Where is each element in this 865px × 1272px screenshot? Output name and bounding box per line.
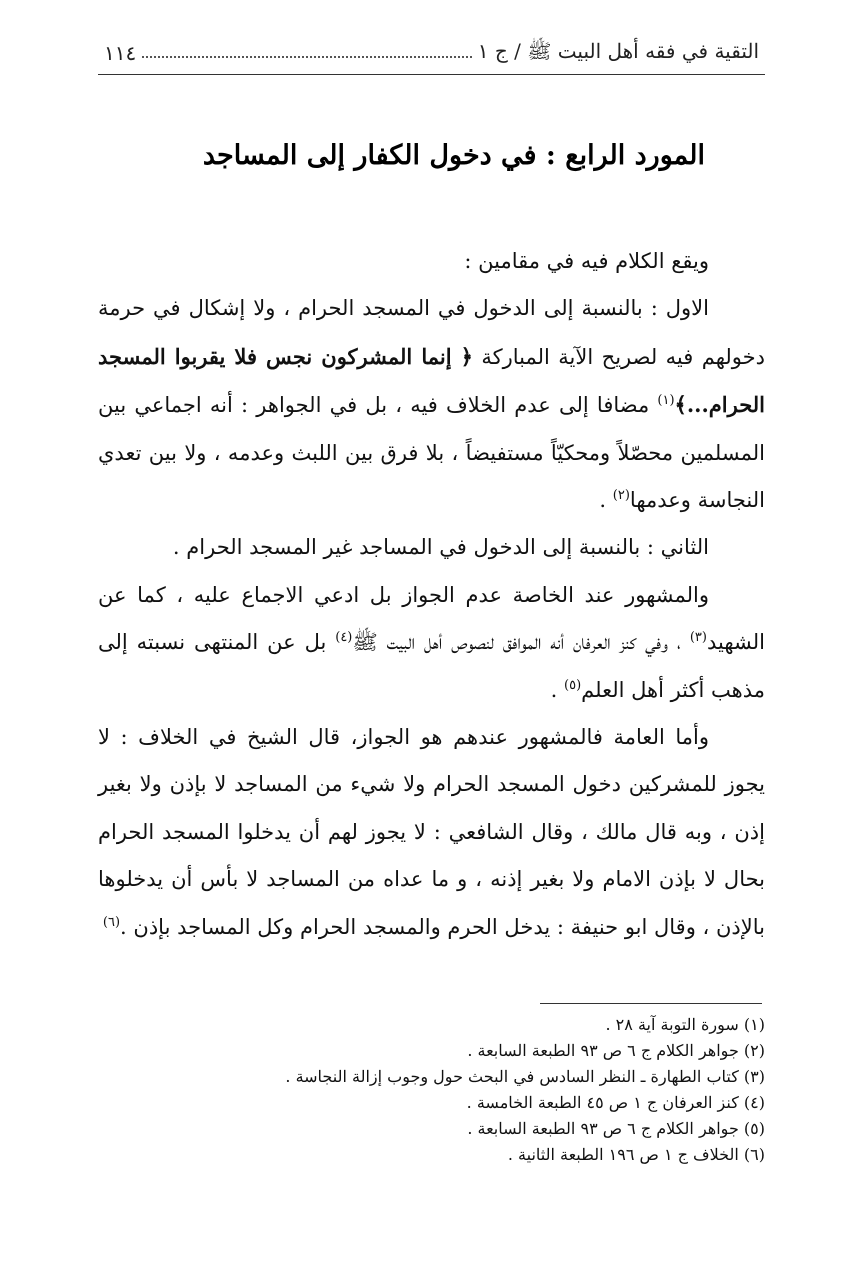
paragraph-second-place: الثاني : بالنسبة إلى الدخول في المساجد غير المسجد الحرام . <box>172 535 709 560</box>
book-title: التقية في فقه أهل البيت ﷺ / ج ١ <box>477 38 759 63</box>
body-text <box>98 238 765 951</box>
footnote-ref-2: (٢) <box>612 488 630 504</box>
quran-verse: ﴿ إنما المشركون نجس فلا يقربوا المسجد الحرام...﴾ <box>98 343 765 418</box>
footnote-item: (٣) كتاب الطهارة ـ النظر السادس في البحث حول وجوب إزالة النجاسة . <box>285 1067 765 1086</box>
section-title: المورد الرابع : في دخول الكفار إلى المساجد <box>202 140 705 171</box>
paragraph-text: والمشهور عند الخاصة عدم الجواز بل ادعي الاجماع عليه ، كما عن الشهيد <box>98 582 765 655</box>
footnote-separator <box>540 1003 762 1004</box>
running-header <box>98 36 763 70</box>
intro-paragraph: ويقع الكلام فيه في مقامين : <box>464 249 709 273</box>
paragraph-end: . <box>550 677 564 702</box>
footnote-item: (٤) كنز العرفان ج ١ ص ٤٥ الطبعة الخامسة . <box>466 1093 765 1112</box>
paragraph-text: ، وفي كنز العرفان أنه الموافق لنصوص أهل البيت ﷺ <box>352 630 690 655</box>
leader-dots <box>142 56 472 58</box>
footnote-ref-5: (٥) <box>564 677 582 693</box>
paragraph-text: بل عن المنتهى نسبته إلى مذهب أكثر أهل العلم <box>98 630 765 702</box>
paragraph-sunni-view <box>98 714 765 951</box>
paragraph-shia-view <box>98 572 765 714</box>
paragraph-end: . <box>599 488 613 513</box>
footnote-item: (٥) جواهر الكلام ج ٦ ص ٩٣ الطبعة السابعة . <box>467 1119 765 1138</box>
page-number: ١١٤ <box>104 41 137 65</box>
footnote-ref-3: (٣) <box>689 630 707 646</box>
footnote-ref-4: (٤) <box>335 630 353 646</box>
paragraph-text: الاول : بالنسبة إلى الدخول في المسجد الحرام ، ولا إشكال في حرمة دخولهم فيه لصريح الآية المباركة <box>98 296 765 369</box>
paragraph-text: مضافا إلى عدم الخلاف فيه ، بل في الجواهر : أنه اجماعي بين المسلمين محصّلاً ومحكيّاً مستفيضاً ، بلا فرق بين اللبث وعدمه ، ولا بين تعدي النجاسة وعدمها <box>98 393 765 513</box>
footnotes <box>98 1012 765 1168</box>
footnote-item: (١) سورة التوبة آية ٢٨ . <box>605 1015 765 1034</box>
header-rule <box>98 74 765 75</box>
paragraph-first-place <box>98 285 765 524</box>
footnote-item: (٢) جواهر الكلام ج ٦ ص ٩٣ الطبعة السابعة . <box>467 1041 765 1060</box>
paragraph-text: وأما العامة فالمشهور عندهم هو الجواز، قال الشيخ في الخلاف : لا يجوز للمشركين دخول المسجد الحرام ولا شيء من المساجد لا بإذن ولا بغير إذن ، وبه قال مالك ، وقال الشافعي : لا يجوز لهم أن يدخلوا المسجد الحرام بحال لا بإذن الامام ولا بغير إذنه ، و ما عداه من المساجد لا بأس أن يدخلوها بالإذن ، وقال ابو حنيفة : يدخل الحرم والمسجد الحرام وكل المساجد بإذن . <box>98 725 765 939</box>
footnote-ref-6: (٦) <box>102 914 121 930</box>
footnote-item: (٦) الخلاف ج ١ ص ١٩٦ الطبعة الثانية . <box>507 1145 765 1164</box>
footnote-ref-1: (١) <box>657 393 675 409</box>
